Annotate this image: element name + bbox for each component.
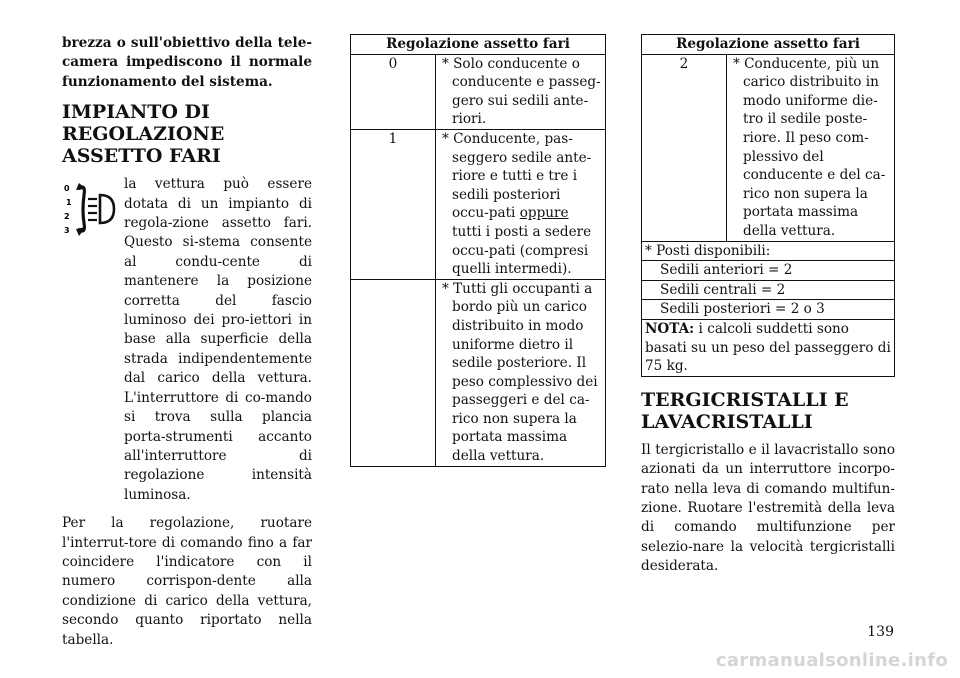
column-right xyxy=(641,34,895,586)
table-cell-level: 0 xyxy=(351,54,436,129)
section-heading-wipers: TERGICRISTALLI E LAVACRISTALLI xyxy=(641,388,849,433)
icon-label-3: 3 xyxy=(64,226,70,236)
note-text: i calcoli suddetti sono basati su un peso del passeggero di 75 kg. xyxy=(645,320,891,375)
table-cell-level: 2 xyxy=(642,54,727,241)
table-cell-description xyxy=(436,54,606,129)
icon-label-0: 0 xyxy=(64,184,70,194)
row-2-text: * Tutti gli occupanti a bordo più un carico distribuito in modo uniforme dietro il sedile posteriore. Il peso complessivo dei passeggeri e del ca-rico non supera la portata massima della vettura. xyxy=(442,280,598,465)
watermark: carmanualsonline.info xyxy=(715,650,948,671)
column-middle xyxy=(350,34,606,467)
table-row xyxy=(351,54,606,129)
table-cell-description xyxy=(436,129,606,279)
table-note xyxy=(642,319,895,376)
page-number: 139 xyxy=(867,624,894,640)
table-header: Regolazione assetto fari xyxy=(351,35,606,55)
row-2-level-text: * Conducente, più un carico distribuito in modo uniforme die-tro il sedile poste-riore. Il peso com-plessivo del conducente e del ca-rico non supera la portata massima della vettura. xyxy=(733,55,886,239)
section-heading-headlamp-leveling: IMPIANTO DI REGOLAZIONE ASSETTO FARI xyxy=(62,101,225,168)
seats-rear: Sedili posteriori = 2 o 3 xyxy=(642,300,895,320)
table-cell-description xyxy=(727,54,895,241)
adjustment-paragraph: Per la regolazione, ruotare l'interrut-tore di comando fino a far coincidere l'indicatore con il numero corrispon-dente alla condizione di carico della vettura, secondo quanto riportato nella tabella. xyxy=(62,515,312,648)
row-0-text: * Solo conducente o conducente e passeg-gero sui sedili ante-riori. xyxy=(442,55,601,128)
headlamp-leveling-icon xyxy=(62,181,116,237)
seats-middle: Sedili centrali = 2 xyxy=(642,280,895,300)
row-1-text-post: tutti i posti a sedere occu-pati (compresi quelli intermedi). xyxy=(452,223,592,278)
headlamp-leveling-block xyxy=(62,175,312,505)
table-row xyxy=(351,129,606,279)
table-header: Regolazione assetto fari xyxy=(642,35,895,55)
icon-label-2: 2 xyxy=(64,212,70,222)
headlamp-leveling-paragraph xyxy=(124,175,312,505)
wipers-paragraph: Il tergicristallo e il lavacristallo sono azionati da un interruttore incorpo-rato nella leva di comando multifun-zione. Ruotare l'estremità della leva di comando multifunzione per selezio-nare la velocità tergicristalli desiderata. xyxy=(641,441,895,575)
headlamp-leveling-table-2 xyxy=(641,34,895,377)
table-cell-description xyxy=(436,279,606,466)
headlamp-leveling-text: la vettura può essere dotata di un impianto di regola-zione assetto fari. Questo si-stema consente al condu-cente di mantenere la posizione corretta del fascio luminoso dei pro-iettori in base alla superficie della strada indipendentemente dal carico della vettura. L'interruttore di co-mando si trova sulla plancia porta-strumenti accanto all'interruttore di regolazione intensità luminosa. xyxy=(124,176,312,503)
intro-paragraph: brezza o sull'obiettivo della tele-camera impediscono il normale funzionamento del sistema. xyxy=(62,35,312,90)
row-1-text-pre: * Conducente, pas-seggero sedile ante-riore e tutti e tre i sedili posteriori occu-pati xyxy=(442,130,592,222)
icon-label-1: 1 xyxy=(66,198,72,208)
table-cell-level xyxy=(351,279,436,466)
seats-title: * Posti disponibili: xyxy=(642,241,895,261)
note-label: NOTA: xyxy=(645,320,695,337)
table-cell-level: 1 xyxy=(351,129,436,279)
seats-front: Sedili anteriori = 2 xyxy=(642,261,895,281)
table-row xyxy=(351,279,606,466)
row-1-underlined-word: oppure xyxy=(519,205,569,222)
table-row xyxy=(642,54,895,241)
column-left xyxy=(62,34,312,659)
headlamp-leveling-table-1 xyxy=(350,34,606,467)
